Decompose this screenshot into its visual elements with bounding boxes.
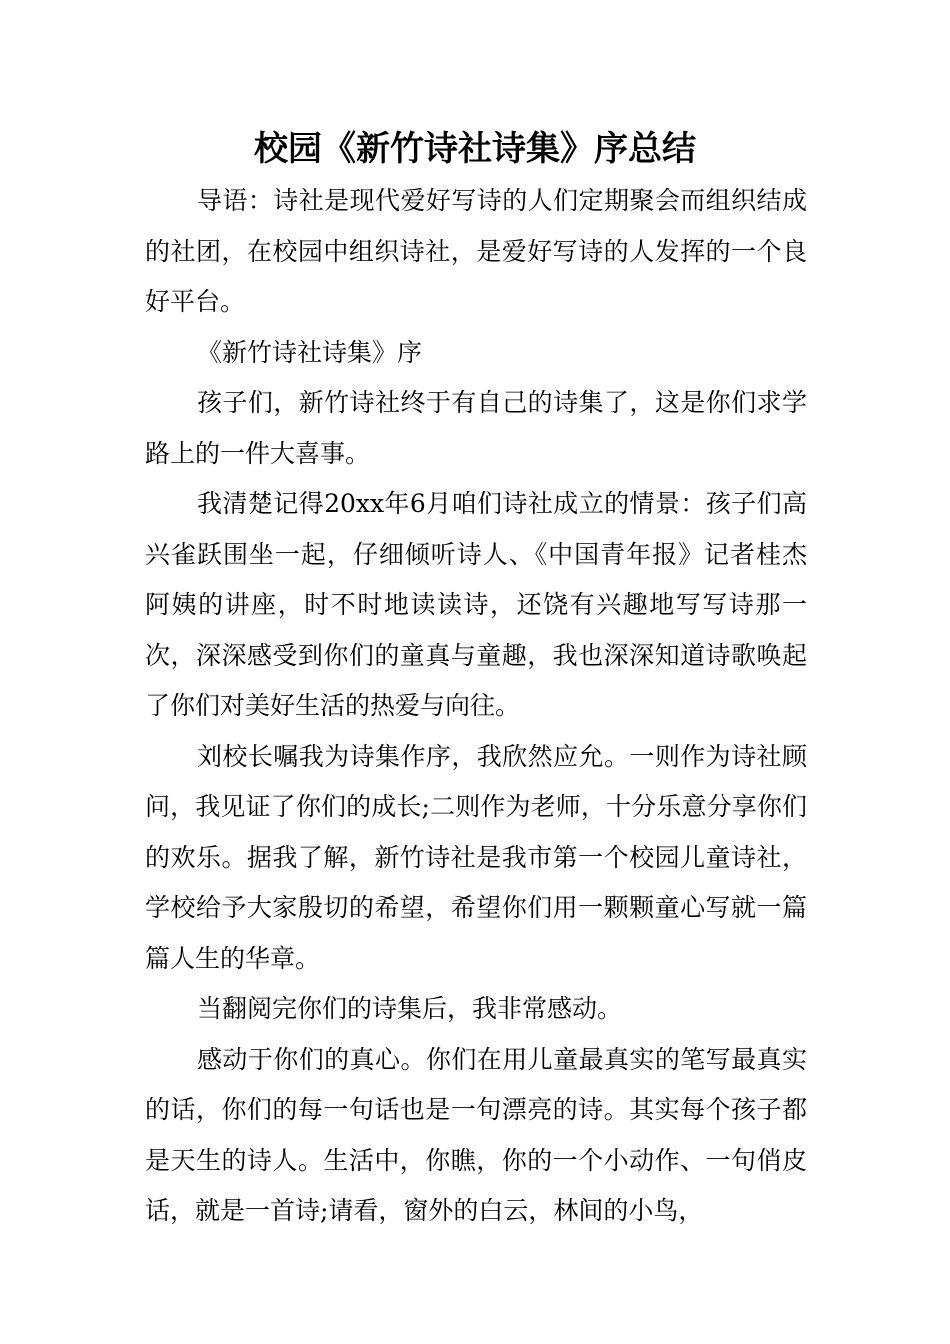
paragraph: 感动于你们的真心。你们在用儿童最真实的笔写最真实的话，你们的每一句话也是一句漂亮的诗。其实每个孩子都是天生的诗人。生活中，你瞧，你的一个小动作、一句俏皮话，就是一首诗;请看，窗外的白云，林间的小鸟， [145, 1044, 807, 1225]
paragraph: 刘校长嘱我为诗集作序，我欣然应允。一则作为诗社顾问，我见证了你们的成长;二则作为老师，十分乐意分享你们的欢乐。据我了解，新竹诗社是我市第一个校园儿童诗社，学校给予大家殷切的希望，希望你们用一颗颗童心写就一篇篇人生的华章。 [145, 741, 807, 973]
document-body [145, 176, 807, 1237]
paragraph: 我清楚记得20xx年6月咱们诗社成立的情景：孩子们高兴雀跃围坐一起，仔细倾听诗人、《中国青年报》记者桂杰阿姨的讲座，时不时地读读诗，还饶有兴趣地写写诗那一次，深深感受到你们的童真与童趣，我也深深知道诗歌唤起了你们对美好生活的热爱与向往。 [145, 489, 807, 720]
paragraph: 当翻阅完你们的诗集后，我非常感动。 [197, 994, 623, 1023]
paragraph-subtitle: 《新竹诗社诗集》序 [197, 337, 423, 367]
paragraph-intro: 导语：诗社是现代爱好写诗的人们定期聚会而组织结成的社团，在校园中组织诗社，是爱好写诗的人发挥的一个良好平台。 [145, 186, 807, 316]
paragraph: 孩子们，新竹诗社终于有自己的诗集了，这是你们求学路上的一件大喜事。 [145, 388, 807, 468]
document-title: 校园《新竹诗社诗集》序总结 [254, 129, 696, 169]
